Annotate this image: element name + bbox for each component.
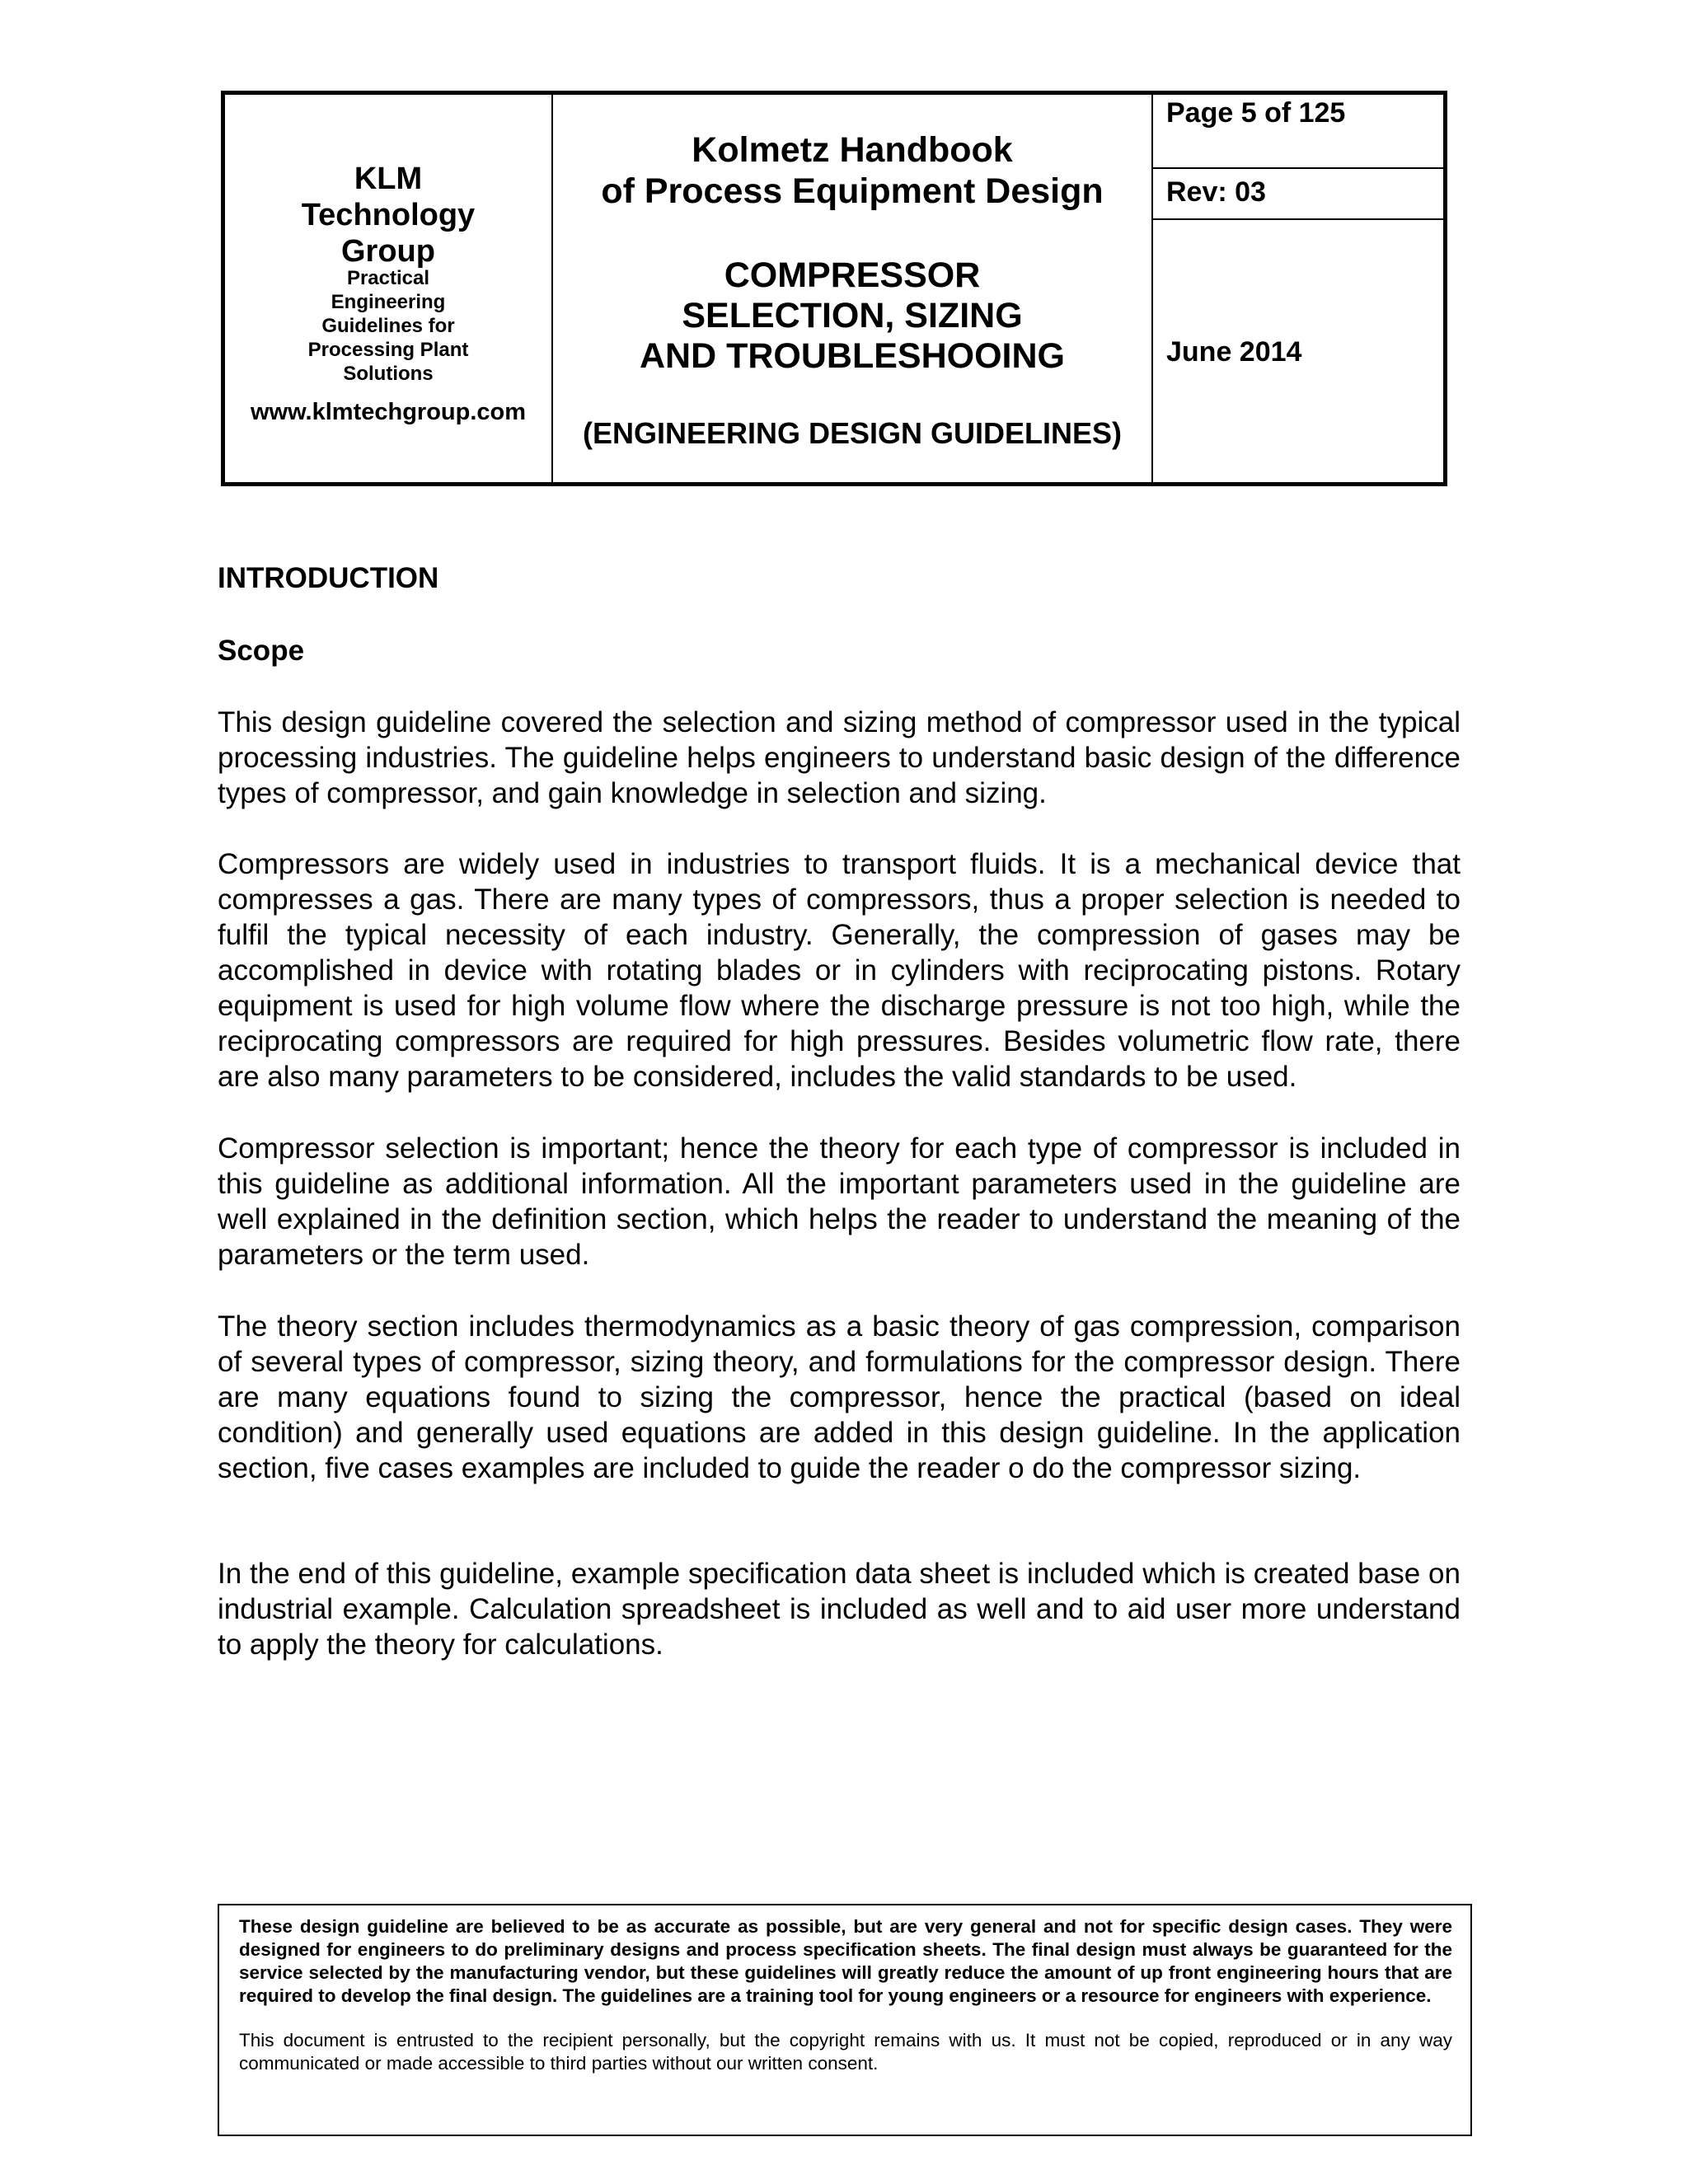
section-heading: INTRODUCTION bbox=[218, 562, 439, 594]
disclaimer-box bbox=[218, 1904, 1472, 2136]
company-website: www.klmtechgroup.com bbox=[250, 399, 527, 425]
document-date: June 2014 bbox=[1166, 336, 1302, 368]
document-title bbox=[553, 255, 1151, 377]
body-paragraph: Compressor selection is important; hence the theory for each type of compressor is included in this guideline as additional information. All the important parameters used in the guideline are well explained in the definition section, which helps the reader to understand the meaning of the parameters or the term used. bbox=[218, 1132, 1461, 1271]
revision-number: Rev: 03 bbox=[1166, 176, 1266, 208]
body-paragraph: This design guideline covered the selection and sizing method of compressor used in the typical processing industries. The guideline helps engineers to understand basic design of the difference types of compressor, and gain knowledge in selection and sizing. bbox=[218, 706, 1461, 809]
handbook-title-line1: Kolmetz Handbook bbox=[692, 130, 1013, 170]
document-header bbox=[221, 91, 1447, 486]
body-paragraph: The theory section includes thermodynamics as a basic theory of gas compression, comparison of several types of compressor, sizing theory, and formulations for the compressor design. There are many equations found to sizing the compressor, hence the practical (based on ideal condition) and generally used equations are added in this design guideline. In the application section, five cases examples are included to guide the reader o do the compressor sizing. bbox=[218, 1310, 1461, 1484]
document-title-line3: AND TROUBLESHOOING bbox=[640, 336, 1065, 376]
header-meta-cell bbox=[1153, 95, 1443, 482]
company-name: KLM Technology Group bbox=[301, 162, 476, 269]
copyright-notice: This document is entrusted to the recipient personally, but the copyright remains with us. It must not be copied, reproduced or in any way communicated or made accessible to third parties without our written consent. bbox=[239, 2030, 1452, 2074]
header-title-cell bbox=[553, 95, 1153, 482]
disclaimer-text: These design guideline are believed to be as accurate as possible, but are very general and not for specific design cases. They were designed for engineers to do preliminary designs and process specification sheets. The final design must always be guaranteed for the service selected by the manufacturing vendor, but these guidelines will greatly reduce the amount of up front engineering hours that are required to develop the final design. The guidelines are a training tool for young engineers or a resource for engineers with experience. bbox=[239, 1916, 1452, 2006]
handbook-title-line2: of Process Equipment Design bbox=[601, 171, 1104, 211]
page-number-cell bbox=[1153, 95, 1443, 169]
revision-cell bbox=[1153, 167, 1443, 220]
document-title-line1: COMPRESSOR bbox=[724, 255, 981, 295]
body-paragraph: In the end of this guideline, example specification data sheet is included which is created base on industrial example. Calculation spreadsheet is included as well and to aid user more understand to apply the theory for calculations. bbox=[218, 1558, 1461, 1661]
document-subtitle: (ENGINEERING DESIGN GUIDELINES) bbox=[582, 416, 1123, 450]
subsection-heading: Scope bbox=[218, 635, 305, 667]
company-tagline: Practical Engineering Guidelines for Processing Plant Solutions bbox=[307, 267, 469, 385]
document-title-line2: SELECTION, SIZING bbox=[682, 296, 1023, 335]
body-paragraph: Compressors are widely used in industries to transport fluids. It is a mechanical device that compresses a gas. There are many types of compressors, thus a proper selection is needed to fulfil the typical necessity of each industry. Generally, the compression of gases may be accomplished in device with rotating blades or in cylinders with reciprocating pistons. Rotary equipment is used for high volume flow where the discharge pressure is not too high, while the reciprocating compressors are required for high pressures. Besides volumetric flow rate, there are also many parameters to be considered, includes the valid standards to be used. bbox=[218, 848, 1461, 1093]
handbook-title bbox=[553, 129, 1151, 212]
page-number: Page 5 of 125 bbox=[1166, 97, 1346, 129]
header-company-cell bbox=[225, 95, 553, 482]
